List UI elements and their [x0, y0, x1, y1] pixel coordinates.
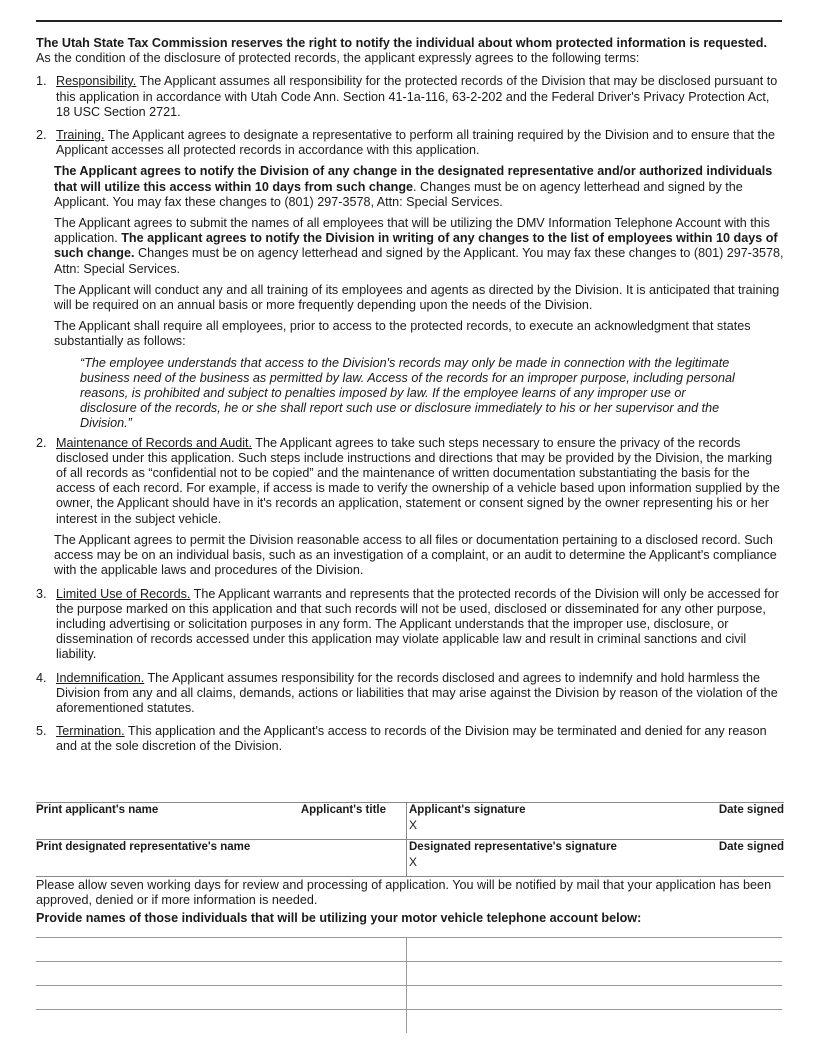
applicant-date-label: Date signed: [718, 804, 784, 816]
term-text: The Applicant assumes all responsibility for the protected records of the Division that may be disclosed pursuant to this application in accordance with Utah Code Ann. Section 41-1a-116, 63-2-202 and the Federal Driver's Privacy Protection Act, 18 USC Section 2721.: [56, 74, 778, 119]
training-employees-paragraph: [54, 216, 784, 277]
term-number: 3.: [36, 586, 47, 601]
name-cell[interactable]: [36, 938, 407, 962]
representative-date-label: Date signed: [718, 841, 784, 853]
term-title: Responsibility.: [56, 74, 137, 89]
signature-x-mark: X: [409, 855, 418, 869]
term-indemnification: [36, 671, 784, 717]
term-training: [36, 128, 784, 158]
applicant-name-field[interactable]: [36, 803, 407, 840]
training-notify-rest: . Changes must be on agency letterhead and signed by the Applicant. You may fax these changes to (801) 297-3578, Attn: Special Services.: [54, 179, 743, 209]
representative-name-label: Print designated representative's name: [36, 841, 251, 853]
top-rule: [36, 20, 782, 22]
applicant-name-label: Print applicant's name: [36, 804, 159, 816]
term-title: Termination.: [56, 724, 125, 739]
term-number: 5.: [36, 724, 47, 739]
training-notify-bold: The Applicant agrees to notify the Division of any change in the designated representative and/or authorized individuals that will utilize this access within 10 days from such change: [54, 164, 773, 194]
employee-names-table: [36, 937, 782, 1033]
term-text: The Applicant warrants and represents that the protected records of the Division will only be accessed for the purpose marked on this application and that such records will not be used, disclosed or disseminated for any other purpose, including advertising or solicitation purposes in any form. The Applicant understands that the improper use, disclosure, or dissemination of records accessed under this application may violate applicable law and result in criminal sanctions and civil liability.: [56, 586, 779, 662]
processing-notice: Please allow seven working days for review and processing of application. You will be notified by mail that your application has been approved, denied or if more information is needed.: [36, 878, 772, 908]
signature-table: [36, 802, 784, 877]
name-cell[interactable]: [36, 962, 407, 986]
table-row: [36, 938, 782, 962]
applicant-signature-label: Applicant's signature: [409, 804, 526, 816]
table-row: [36, 962, 782, 986]
term-number: 2.: [36, 435, 47, 450]
term-termination: [36, 724, 784, 754]
training-employees-bold: The applicant agrees to notify the Division in writing of any changes to the list of employees within 10 days of such change.: [54, 231, 778, 261]
term-text: The Applicant agrees to take such steps necessary to ensure the privacy of the records disclosed under this application. Such steps include instructions and directions that may be provided by the Division, the marking of all records as “confidential not to be copied” and the maintenance of written documentation substantiating the basis for the access of each record. For example, if access is made to verify the ownership of a vehicle based upon information supplied by the owner, the Applicant should have in it's records an application, statement or consent signed by the owner representing his or her interest in the subject vehicle.: [56, 435, 780, 526]
term-text: The Applicant agrees to designate a representative to perform all training required by the Division and to ensure that the Applicant accesses all protected records in accordance with this application.: [56, 128, 775, 158]
representative-signature-field[interactable]: [407, 840, 785, 877]
name-cell[interactable]: [407, 938, 783, 962]
term-title: Indemnification.: [56, 670, 145, 685]
term-number: 1.: [36, 74, 47, 89]
maintenance-access-paragraph: The Applicant agrees to permit the Division reasonable access to all files or documentation pertaining to a disclosed record. Such access may be on an individual basis, such as an investigation of a complaint, or an audit to determine the Applicant's compliance with the applicable laws and procedures of the Division.: [54, 532, 777, 578]
terms-section: [36, 36, 784, 755]
footer-section: [36, 878, 811, 927]
training-conduct-paragraph: The Applicant will conduct any and all training of its employees and agents as directed by the Division. It is anticipated that training will be required on an annual basis or more frequently depending upon the needs of the Division.: [54, 282, 780, 313]
condition-statement: As the condition of the disclosure of protected records, the applicant expressly agrees to the following terms:: [36, 51, 640, 66]
training-notify-paragraph: [54, 164, 784, 210]
name-cell[interactable]: [407, 986, 783, 1010]
term-number: 4.: [36, 670, 47, 685]
notification-notice: The Utah State Tax Commission reserves the right to notify the individual about whom protected information is requested.: [36, 36, 768, 50]
training-acknowledgment-paragraph: The Applicant shall require all employees, prior to access to the protected records, to execute an acknowledgment that states substantially as follows:: [54, 319, 751, 349]
name-cell[interactable]: [407, 1010, 783, 1034]
representative-name-field[interactable]: [36, 840, 407, 877]
name-cell[interactable]: [407, 962, 783, 986]
term-title: Maintenance of Records and Audit.: [56, 435, 253, 450]
applicant-signature-field[interactable]: [407, 803, 785, 840]
table-row: [36, 1010, 782, 1034]
table-row: [36, 986, 782, 1010]
applicant-title-label: Applicant's title: [300, 804, 386, 816]
training-employees-text: The Applicant agrees to submit the names of all employees that will be utilizing the DMV Information Telephone Account with this application.: [54, 216, 770, 246]
name-cell[interactable]: [36, 1010, 407, 1034]
acknowledgment-quote: “The employee understands that access to the Division's records may only be made in connection with the legitimate business need of the business as permitted by law. Access of the records for an improper purpose, including personal reasons, is prohibited and subject to penalties imposed by law. If the employee learns of any improper use or disclosure of the records, he or she shall report such use or disclosure immediately to his or her supervisor and the Division.”: [80, 355, 735, 431]
term-text: The Applicant assumes responsibility for the records disclosed and agrees to indemnify and hold harmless the Division from any and all claims, demands, actions or liabilities that may arise against the Division by reason of the violation of the aforementioned statutes.: [56, 670, 778, 715]
term-text: This application and the Applicant's access to records of the Division may be terminated and denied for any reason and at the sole discretion of the Division.: [56, 724, 767, 754]
employee-list-heading: Provide names of those individuals that will be utilizing your motor vehicle telephone account below:: [36, 911, 642, 926]
term-maintenance: [36, 436, 784, 527]
representative-signature-label: Designated representative's signature: [409, 841, 617, 853]
term-limited-use: [36, 587, 784, 663]
term-number: 2.: [36, 128, 47, 143]
term-title: Training.: [56, 128, 105, 143]
name-cell[interactable]: [36, 986, 407, 1010]
signature-x-mark: X: [409, 818, 418, 832]
term-responsibility: [36, 74, 784, 120]
training-employees-rest: Changes must be on agency letterhead and signed by the Applicant. You may fax these changes to (801) 297-3578, Attn: Special Services.: [54, 246, 784, 276]
term-title: Limited Use of Records.: [56, 586, 191, 601]
